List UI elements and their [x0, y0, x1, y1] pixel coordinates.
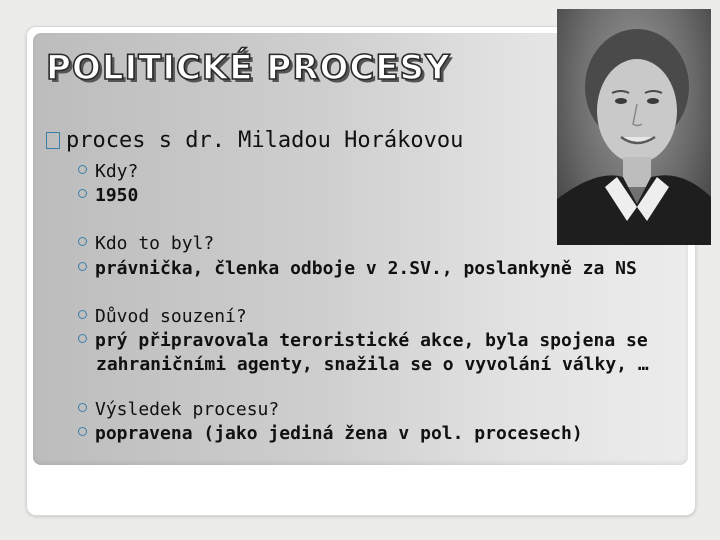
question-reason: [78, 305, 247, 329]
question-result: [78, 398, 279, 422]
answer-text: 1950: [95, 185, 139, 206]
question-text: Kdy?: [95, 161, 139, 182]
square-bullet-icon: [46, 132, 60, 149]
ring-bullet-icon: [78, 189, 87, 198]
answer-text: právnička, členka odboje v 2.SV., poslankyně za NS: [95, 258, 637, 279]
answer-who: [78, 257, 637, 281]
ring-bullet-icon: [78, 310, 87, 319]
slide-title: POLITICKÉ PROCESY: [46, 48, 451, 88]
answer-reason: [78, 329, 648, 353]
question-text: Kdo to byl?: [95, 233, 215, 254]
answer-text: prý připravovala teroristické akce, byla spojena se: [95, 330, 648, 351]
ring-bullet-icon: [78, 427, 87, 436]
portrait-photo: [557, 9, 711, 245]
answer-text: popravena (jako jediná žena v pol. procesech): [95, 423, 583, 444]
question-text: Výsledek procesu?: [95, 399, 280, 420]
answer-when: [78, 184, 138, 208]
ring-bullet-icon: [78, 262, 87, 271]
answer-reason-continued: zahraničními agenty, snažila se o vyvolání války, …: [96, 354, 649, 375]
question-text: Důvod souzení?: [95, 306, 247, 327]
ring-bullet-icon: [78, 237, 87, 246]
main-bullet-text: proces s dr. Miladou Horákovou: [66, 128, 464, 153]
ring-bullet-icon: [78, 165, 87, 174]
question-who: [78, 232, 214, 256]
ring-bullet-icon: [78, 403, 87, 412]
answer-result: [78, 422, 583, 446]
question-when: [78, 160, 138, 184]
ring-bullet-icon: [78, 334, 87, 343]
main-bullet: [46, 128, 463, 153]
